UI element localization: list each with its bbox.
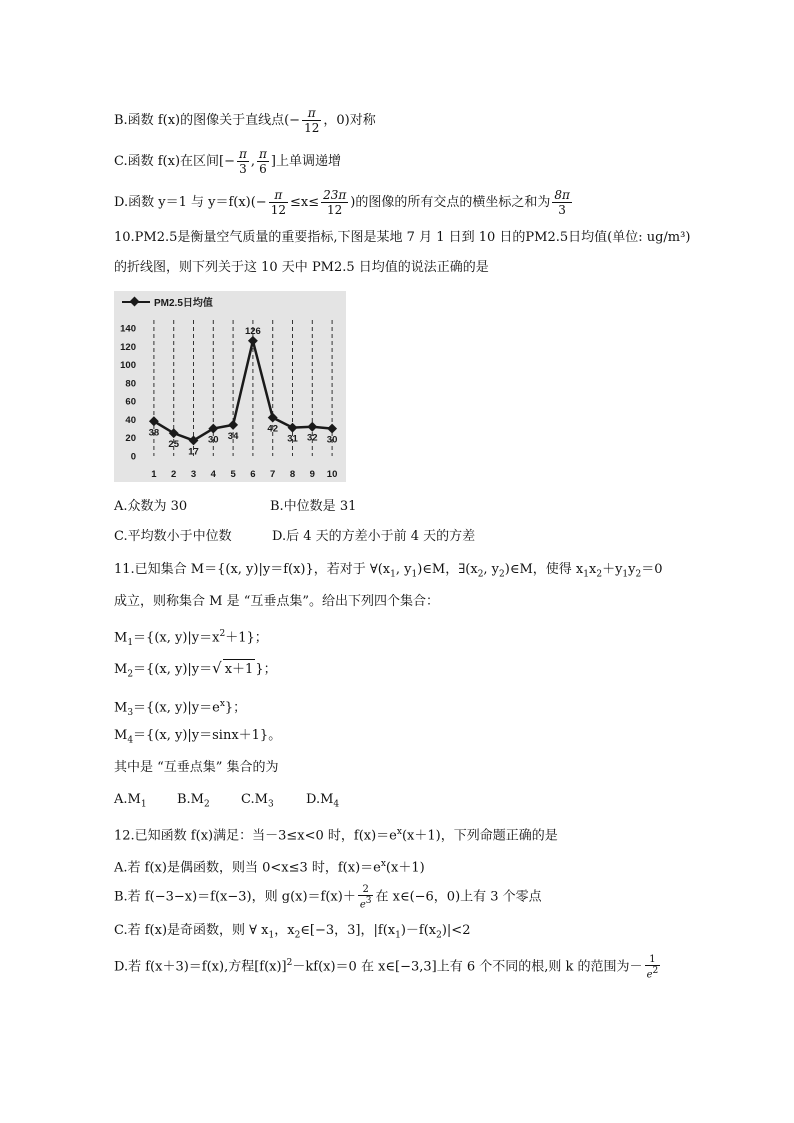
sub: 1 bbox=[411, 569, 418, 580]
frac-den: 12 bbox=[304, 121, 320, 135]
x-tick-label: 6 bbox=[250, 469, 256, 480]
text: ＋1}； bbox=[225, 630, 268, 646]
text: )－f(x bbox=[400, 923, 437, 938]
sub: 1 bbox=[390, 569, 396, 580]
text: y bbox=[628, 562, 636, 577]
data-label: 17 bbox=[188, 446, 199, 458]
sup: 2 bbox=[219, 629, 226, 639]
data-label: 126 bbox=[244, 325, 261, 337]
text: M bbox=[114, 700, 128, 716]
frac-num: 8π bbox=[554, 188, 570, 202]
sub: 2 bbox=[596, 569, 603, 580]
q11-set-m1 bbox=[114, 624, 268, 653]
q9-d-fraction-1 bbox=[269, 188, 288, 217]
sup: 3 bbox=[365, 896, 372, 906]
q12-option-b bbox=[114, 884, 542, 910]
q9-c-text-end: ]上单调递增 bbox=[270, 154, 341, 169]
frac-num: π bbox=[269, 188, 288, 203]
q12-option-a bbox=[114, 854, 425, 878]
q11-stem-line-1 bbox=[114, 560, 663, 585]
frac-num: 2 bbox=[358, 884, 374, 896]
q10-option-c: C.平均数小于中位数 bbox=[114, 529, 232, 544]
sub: 1 bbox=[583, 569, 589, 580]
sub: 2 bbox=[499, 569, 505, 580]
text: C.M bbox=[241, 792, 268, 807]
sup: 2 bbox=[286, 958, 293, 968]
sub: 2 bbox=[294, 930, 301, 941]
frac-num: π bbox=[239, 147, 247, 161]
sup: x bbox=[380, 859, 386, 869]
q10-option-a: A.众数为 30 bbox=[114, 499, 188, 514]
frac-den: 6 bbox=[259, 162, 267, 176]
text: ＝0 bbox=[641, 562, 663, 577]
q9-b-fraction bbox=[302, 106, 321, 135]
legend-label: PM2.5日均值 bbox=[154, 298, 213, 309]
q10-stem-line-1: 10.PM2.5是衡量空气质量的重要指标,下图是某地 7 月 1 日到 10 日的PM2.5日均值(单位: ug/m³) bbox=[114, 230, 691, 245]
x-tick-label: 5 bbox=[230, 469, 236, 480]
q9-option-d bbox=[114, 188, 574, 217]
text: ＝{(x, y)|y＝e bbox=[133, 700, 220, 716]
e-base: e bbox=[646, 968, 653, 980]
y-tick-label: 100 bbox=[120, 360, 136, 372]
sqrt-sign: √ bbox=[212, 659, 222, 677]
q9-d-text-end: )的图像的所有交点的横坐标之和为 bbox=[350, 195, 551, 210]
sub: 2 bbox=[436, 930, 442, 941]
sqrt-radicand: x＋1 bbox=[223, 659, 256, 680]
y-tick-label: 80 bbox=[125, 378, 136, 390]
q11-set-m2 bbox=[114, 658, 277, 685]
text: ＝{(x, y)|y＝x bbox=[133, 630, 220, 646]
frac-den: 12 bbox=[327, 203, 343, 217]
y-tick-label: 20 bbox=[125, 433, 136, 445]
text: )∈M，使得 x bbox=[504, 562, 584, 577]
q9-option-c bbox=[114, 147, 341, 176]
comma: , bbox=[250, 154, 256, 169]
q9-option-b bbox=[114, 106, 376, 135]
text: )∈M，∃(x bbox=[417, 562, 478, 577]
text: ∈[−3，3]，|f(x bbox=[300, 923, 396, 938]
e-base: e bbox=[359, 899, 366, 911]
q11-option-b bbox=[177, 790, 210, 815]
text: 在 x∈(−6，0)上有 3 个零点 bbox=[375, 889, 542, 905]
frac-num: 23π bbox=[323, 188, 347, 202]
q11-option-c bbox=[241, 790, 274, 815]
text: x bbox=[588, 562, 597, 577]
pm25-line-chart bbox=[114, 291, 346, 482]
frac-den: 3 bbox=[239, 162, 247, 176]
text: B.若 f(−3−x)＝f(x−3)，则 g(x)＝f(x)＋ bbox=[114, 889, 356, 905]
text: M bbox=[114, 662, 128, 677]
text: , y bbox=[395, 562, 412, 577]
frac-den: 3 bbox=[558, 203, 566, 217]
data-label: 30 bbox=[208, 434, 219, 446]
q9-c-text: C.函数 f(x)在区间[− bbox=[114, 154, 235, 169]
y-tick-label: 120 bbox=[120, 341, 136, 353]
text: }； bbox=[224, 700, 247, 716]
text: －kf(x)＝0 在 x∈[−3,3]上有 6 个不同的根,则 k 的范围为－ bbox=[292, 959, 643, 975]
text: , y bbox=[483, 562, 500, 577]
sub: 1 bbox=[268, 930, 275, 941]
q10-option-d: D.后 4 天的方差小于前 4 天的方差 bbox=[272, 529, 476, 544]
data-label: 34 bbox=[227, 430, 239, 442]
sup: x bbox=[396, 827, 402, 837]
sub: 2 bbox=[204, 799, 210, 810]
text: M bbox=[114, 630, 128, 646]
sub: 1 bbox=[622, 569, 629, 580]
text: (x＋1) bbox=[385, 860, 425, 876]
text: A.若 f(x)是偶函数，则当 0<x≤3 时，f(x)＝e bbox=[114, 860, 381, 876]
x-tick-label: 9 bbox=[309, 469, 315, 480]
text: (x＋1)，下列命题正确的是 bbox=[401, 828, 558, 844]
text: ，x bbox=[274, 923, 295, 938]
x-tick-label: 8 bbox=[289, 469, 296, 480]
text: C.若 f(x)是奇函数，则 ∀ x bbox=[114, 923, 269, 938]
text: B.M bbox=[177, 792, 204, 807]
q9-d-fraction-2 bbox=[321, 188, 348, 217]
y-tick-label: 140 bbox=[120, 323, 136, 335]
q11-set-m3 bbox=[114, 694, 246, 723]
q10-option-b: B.中位数是 31 bbox=[270, 499, 357, 514]
x-tick-label: 1 bbox=[151, 469, 157, 480]
frac-den bbox=[645, 966, 661, 980]
q12-stem bbox=[114, 822, 558, 846]
text: ＝{(x, y)|y＝ bbox=[133, 662, 213, 677]
sub: 1 bbox=[127, 637, 134, 648]
sub: 3 bbox=[127, 707, 134, 718]
data-label: 25 bbox=[168, 439, 179, 451]
q9-c-fraction-2 bbox=[257, 147, 269, 176]
x-tick-label: 2 bbox=[171, 469, 177, 480]
data-label: 32 bbox=[307, 432, 318, 444]
q12-b-fraction bbox=[358, 884, 374, 910]
text: D.M bbox=[306, 792, 334, 807]
sub: 2 bbox=[477, 569, 484, 580]
frac-num: π bbox=[259, 147, 267, 161]
data-label: 30 bbox=[326, 434, 338, 446]
text: A.M bbox=[114, 792, 141, 807]
sup: 2 bbox=[652, 965, 659, 976]
sub: 3 bbox=[267, 799, 274, 810]
text: ＋y bbox=[602, 562, 623, 577]
y-tick-label: 0 bbox=[130, 451, 136, 463]
sub: 1 bbox=[140, 799, 147, 810]
sub: 4 bbox=[333, 799, 340, 810]
frac-num: 1 bbox=[645, 954, 661, 966]
data-label: 31 bbox=[287, 433, 298, 445]
q9-d-mid: ≤x≤ bbox=[289, 195, 320, 210]
y-tick-label: 40 bbox=[125, 414, 136, 426]
text: }； bbox=[255, 662, 277, 677]
frac-num: π bbox=[302, 106, 321, 121]
text: 11.已知集合 M＝{(x, y)|y＝f(x)}，若对于 ∀(x bbox=[114, 562, 391, 577]
q11-option-a bbox=[114, 790, 147, 815]
q9-b-text: B.函数 f(x)的图像关于直线点(− bbox=[114, 113, 301, 128]
sub: 4 bbox=[127, 735, 134, 746]
q11-stem-line-2: 成立，则称集合 M 是 “互垂点集”。给出下列四个集合： bbox=[114, 594, 440, 609]
text: )|<2 bbox=[441, 923, 471, 938]
q11-option-d bbox=[306, 790, 339, 815]
q9-d-text: D.函数 y＝1 与 y＝f(x)(− bbox=[114, 195, 267, 210]
y-tick-label: 60 bbox=[125, 396, 136, 408]
x-tick-label: 4 bbox=[210, 469, 216, 480]
frac-den: 12 bbox=[270, 203, 286, 217]
q12-option-d bbox=[114, 953, 662, 980]
x-tick-label: 10 bbox=[326, 469, 338, 480]
sub: 2 bbox=[127, 669, 134, 680]
data-label: 38 bbox=[148, 427, 160, 439]
text: M bbox=[114, 728, 128, 743]
q10-stem-line-2: 的折线图，则下列关于这 10 天中 PM2.5 日均值的说法正确的是 bbox=[114, 260, 489, 275]
sub: 2 bbox=[635, 569, 642, 580]
text: D.若 f(x＋3)＝f(x),方程[f(x)] bbox=[114, 959, 287, 975]
text: ＝{(x, y)|y＝sinx＋1}。 bbox=[133, 728, 282, 743]
sub: 1 bbox=[395, 930, 401, 941]
q11-ask: 其中是 “互垂点集” 集合的为 bbox=[114, 760, 279, 775]
x-tick-label: 3 bbox=[190, 469, 197, 480]
q11-set-m4 bbox=[114, 726, 281, 751]
chart-background bbox=[114, 291, 346, 482]
q9-b-text-end: ，0)对称 bbox=[323, 113, 376, 128]
sup: x bbox=[219, 699, 225, 709]
q9-c-fraction-1 bbox=[237, 147, 249, 176]
data-label: 42 bbox=[267, 423, 278, 435]
text: 12.已知函数 f(x)满足：当－3≤x<0 时，f(x)＝e bbox=[114, 828, 397, 844]
q9-d-fraction-3 bbox=[552, 188, 572, 217]
q12-option-c bbox=[114, 921, 470, 946]
q12-d-fraction bbox=[645, 954, 661, 980]
frac-den bbox=[358, 896, 374, 910]
x-tick-label: 7 bbox=[270, 469, 276, 480]
